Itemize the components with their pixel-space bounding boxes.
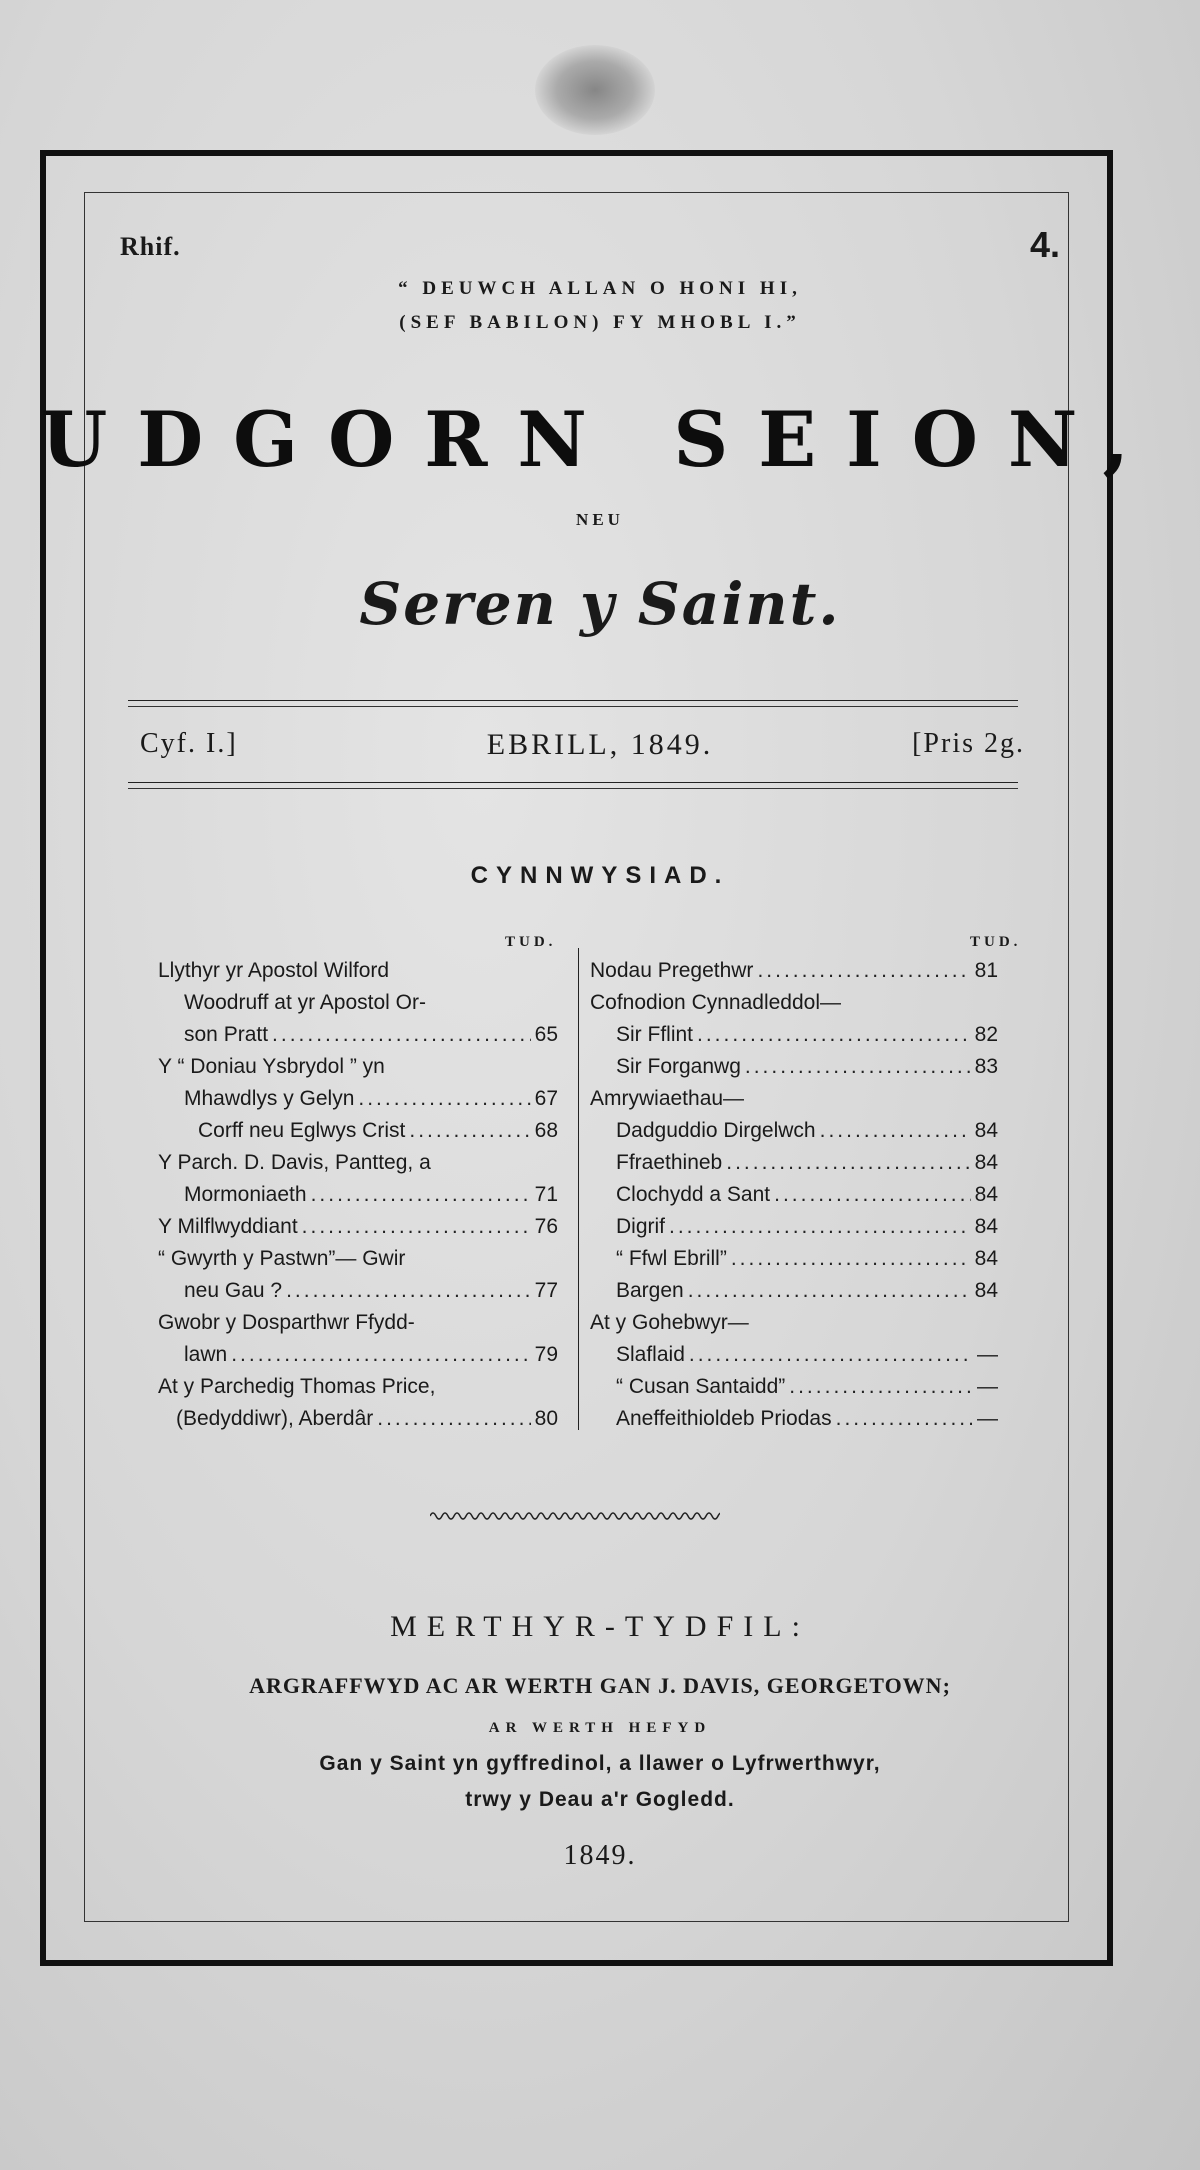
- contents-right-column: [590, 955, 998, 1435]
- rhif-label: Rhif.: [120, 232, 181, 261]
- entry-title: “ Gwyrth y Pastwn”— Gwir: [158, 1247, 406, 1270]
- entry-page-number: —: [977, 1343, 998, 1366]
- contents-entry: [590, 1339, 998, 1371]
- entry-title: Slaflaid: [616, 1343, 685, 1366]
- contents-entry: [590, 1275, 998, 1307]
- motto-line-1: “ DEUWCH ALLAN O HONI HI,: [398, 278, 802, 299]
- entry-page-number: 77: [534, 1279, 558, 1302]
- bottom-rule: [128, 782, 1018, 783]
- volume-label: Cyf. I.]: [140, 728, 238, 759]
- imprint-city: MERTHYR-TYDFIL:: [390, 1610, 810, 1643]
- entry-title: neu Gau ?: [184, 1279, 283, 1302]
- contents-entry: [158, 1083, 558, 1115]
- contents-heading: CYNNWYSIAD.: [470, 862, 730, 889]
- entry-title: “ Ffwl Ebrill”: [616, 1247, 727, 1270]
- contents-entry: [590, 1051, 998, 1083]
- contents-entry: [158, 1307, 558, 1339]
- contents-entry: [158, 1051, 558, 1083]
- leader-dots: [669, 1211, 971, 1243]
- entry-page-number: 84: [974, 1247, 998, 1270]
- contents-entry: [158, 1147, 558, 1179]
- entry-title: Corff neu Eglwys Crist: [198, 1119, 406, 1142]
- entry-page-number: 84: [974, 1215, 998, 1238]
- entry-page-number: 76: [534, 1215, 558, 1238]
- entry-page-number: 81: [974, 959, 998, 982]
- price-label: [Pris 2g.: [912, 728, 1025, 759]
- leader-dots: [789, 1371, 972, 1403]
- entry-page-number: 84: [974, 1183, 998, 1206]
- contents-entry: [590, 1083, 998, 1115]
- masthead-subtitle: Seren y Saint.: [359, 570, 841, 638]
- column-divider: [578, 948, 579, 1430]
- contents-entry: [158, 1211, 558, 1243]
- top-rule-thin: [128, 706, 1018, 707]
- imprint-also-sold: AR WERTH HEFYD: [488, 1720, 712, 1736]
- entry-title: Clochydd a Sant: [616, 1183, 771, 1206]
- entry-page-number: 83: [974, 1055, 998, 1078]
- leader-dots: [409, 1115, 530, 1147]
- entry-page-number: 84: [974, 1151, 998, 1174]
- neu-label: NEU: [576, 510, 624, 529]
- contents-entry: [590, 1211, 998, 1243]
- leader-dots: [757, 955, 970, 987]
- contents-entry: [158, 1275, 558, 1307]
- leader-dots: [286, 1275, 531, 1307]
- imprint-printer: ARGRAFFWYD AC AR WERTH GAN J. DAVIS, GEORGETOWN;: [249, 1673, 951, 1698]
- entry-title: Y Milflwyddiant: [158, 1215, 298, 1238]
- page-column-label-left: TUD.: [505, 934, 557, 950]
- entry-title: lawn: [184, 1343, 228, 1366]
- contents-entry: [158, 1339, 558, 1371]
- entry-title: Sir Forganwg: [616, 1055, 741, 1078]
- entry-title: Y Parch. D. Davis, Pantteg, a: [158, 1151, 431, 1174]
- contents-entry: [158, 1179, 558, 1211]
- imprint-line-1: Gan y Saint yn gyffredinol, a llawer o Lyfrwerthwyr,: [319, 1752, 881, 1775]
- contents-entry: [590, 1179, 998, 1211]
- leader-dots: [731, 1243, 971, 1275]
- entry-title: Nodau Pregethwr: [590, 959, 754, 982]
- entry-title: Woodruff at yr Apostol Or-: [184, 991, 426, 1014]
- entry-title: (Bedyddiwr), Aberdâr: [176, 1407, 374, 1430]
- issue-date: EBRILL, 1849.: [486, 728, 714, 761]
- contents-entry: [590, 1115, 998, 1147]
- contents-entry: [158, 1371, 558, 1403]
- entry-title: Gwobr y Dosparthwr Ffydd-: [158, 1311, 415, 1334]
- entry-title: At y Gohebwyr—: [590, 1311, 749, 1334]
- entry-title: Mhawdlys y Gelyn: [184, 1087, 355, 1110]
- leader-dots: [272, 1019, 531, 1051]
- entry-page-number: —: [977, 1407, 998, 1430]
- leader-dots: [745, 1051, 971, 1083]
- contents-entry: [590, 1403, 998, 1435]
- leader-dots: [688, 1275, 971, 1307]
- entry-title: Dadguddio Dirgelwch: [616, 1119, 816, 1142]
- ornament-divider: [430, 1508, 720, 1524]
- top-rule: [128, 700, 1018, 701]
- entry-page-number: 68: [534, 1119, 558, 1142]
- entry-title: Sir Fflint: [616, 1023, 694, 1046]
- page-column-label-right: TUD.: [970, 934, 1022, 950]
- contents-entry: [158, 1019, 558, 1051]
- contents-entry: [590, 987, 998, 1019]
- entry-page-number: 71: [534, 1183, 558, 1206]
- entry-title: Ffraethineb: [616, 1151, 723, 1174]
- entry-title: “ Cusan Santaidd”: [616, 1375, 786, 1398]
- entry-title: Amrywiaethau—: [590, 1087, 745, 1110]
- entry-page-number: 67: [534, 1087, 558, 1110]
- issue-number: 4.: [1029, 224, 1060, 265]
- contents-entry: [590, 1371, 998, 1403]
- contents-entry: [158, 1115, 558, 1147]
- contents-entry: [590, 1307, 998, 1339]
- contents-entry: [158, 1243, 558, 1275]
- entry-page-number: 84: [974, 1119, 998, 1142]
- contents-entry: [158, 987, 558, 1019]
- entry-title: Mormoniaeth: [184, 1183, 307, 1206]
- ink-smudge: [535, 45, 655, 135]
- entry-title: son Pratt: [184, 1023, 269, 1046]
- entry-page-number: 80: [534, 1407, 558, 1430]
- contents-left-column: [158, 955, 558, 1435]
- contents-entry: [158, 955, 558, 987]
- masthead-title: UDGORN SEION,: [40, 395, 1159, 484]
- leader-dots: [697, 1019, 971, 1051]
- leader-dots: [820, 1115, 971, 1147]
- leader-dots: [377, 1403, 530, 1435]
- leader-dots: [726, 1147, 970, 1179]
- entry-title: Aneffeithioldeb Priodas: [616, 1407, 832, 1430]
- contents-entry: [590, 1019, 998, 1051]
- motto-line-2: (SEF BABILON) FY MHOBL I.”: [399, 312, 801, 333]
- entry-page-number: 79: [534, 1343, 558, 1366]
- leader-dots: [231, 1339, 530, 1371]
- leader-dots: [774, 1179, 971, 1211]
- entry-page-number: 82: [974, 1023, 998, 1046]
- entry-title: Cofnodion Cynnadleddol—: [590, 991, 842, 1014]
- entry-title: Digrif: [616, 1215, 666, 1238]
- leader-dots: [836, 1403, 972, 1435]
- imprint-line-2: trwy y Deau a'r Gogledd.: [465, 1788, 735, 1811]
- leader-dots: [358, 1083, 530, 1115]
- entry-title: Y “ Doniau Ysbrydol ” yn: [158, 1055, 385, 1078]
- leader-dots: [302, 1211, 531, 1243]
- contents-entry: [590, 1243, 998, 1275]
- imprint-year: 1849.: [563, 1840, 637, 1871]
- entry-title: At y Parchedig Thomas Price,: [158, 1375, 436, 1398]
- entry-page-number: 65: [534, 1023, 558, 1046]
- bottom-rule-thin: [128, 788, 1018, 789]
- entry-page-number: 84: [974, 1279, 998, 1302]
- leader-dots: [689, 1339, 972, 1371]
- entry-title: Bargen: [616, 1279, 684, 1302]
- contents-entry: [590, 1147, 998, 1179]
- contents-entry: [590, 955, 998, 987]
- contents-entry: [158, 1403, 558, 1435]
- entry-page-number: —: [977, 1375, 998, 1398]
- leader-dots: [311, 1179, 531, 1211]
- entry-title: Llythyr yr Apostol Wilford: [158, 959, 390, 982]
